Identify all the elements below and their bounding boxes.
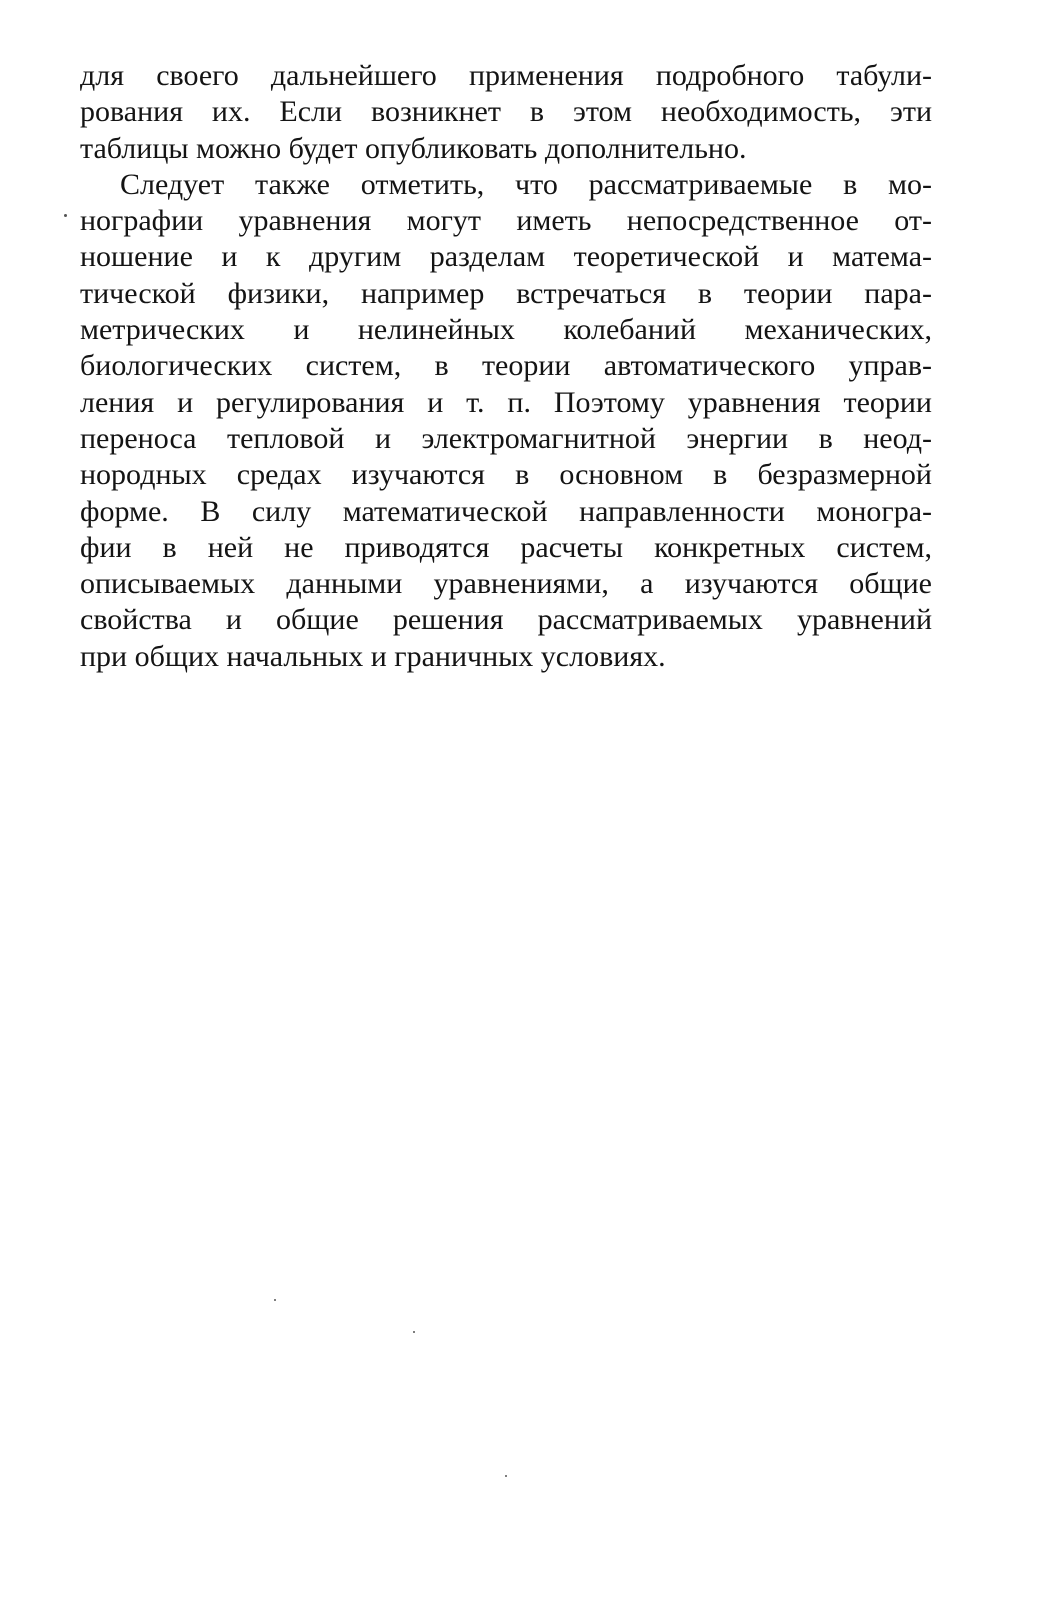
text-line: тической физики, например встречаться в теории пара- [80,276,932,310]
text-line: свойства и общие решения рассматриваемых уравнений [80,603,932,637]
text-line: фии в ней не приводятся расчеты конкретных систем, [80,530,932,564]
text-line: для своего дальнейшего применения подробного табули- [80,59,932,92]
text-line: нородных средах изучаются в основном в безразмерной [80,458,932,492]
body-text [80,58,932,675]
text-line: нографии уравнения могут иметь непосредственное от- [80,204,932,238]
text-line: рования их. Если возникнет в этом необходимость, эти [80,95,932,129]
text-line: при общих начальных и граничных условиях. [80,639,666,673]
text-line: таблицы можно будет опубликовать дополнительно. [80,131,747,165]
scan-speck [274,1299,276,1301]
text-line: ления и регулирования и т. п. Поэтому уравнения теории [80,385,932,419]
text-line: описываемых данными уравнениями, а изучаются общие [80,567,932,601]
text-line: форме. В силу математической направленности моногра- [80,494,932,528]
text-line: переноса тепловой и электромагнитной энергии в неод- [80,421,932,455]
text-line: ношение и к другим разделам теоретической и матема- [80,240,932,274]
scan-speck [64,214,67,217]
text-line: биологических систем, в теории автоматического управ- [80,349,932,383]
scan-speck [505,1475,507,1477]
text-line: Следует также отметить, что рассматриваемые в мо- [120,167,932,201]
text-line: метрических и нелинейных колебаний механических, [80,313,932,347]
scan-speck [413,1331,415,1333]
